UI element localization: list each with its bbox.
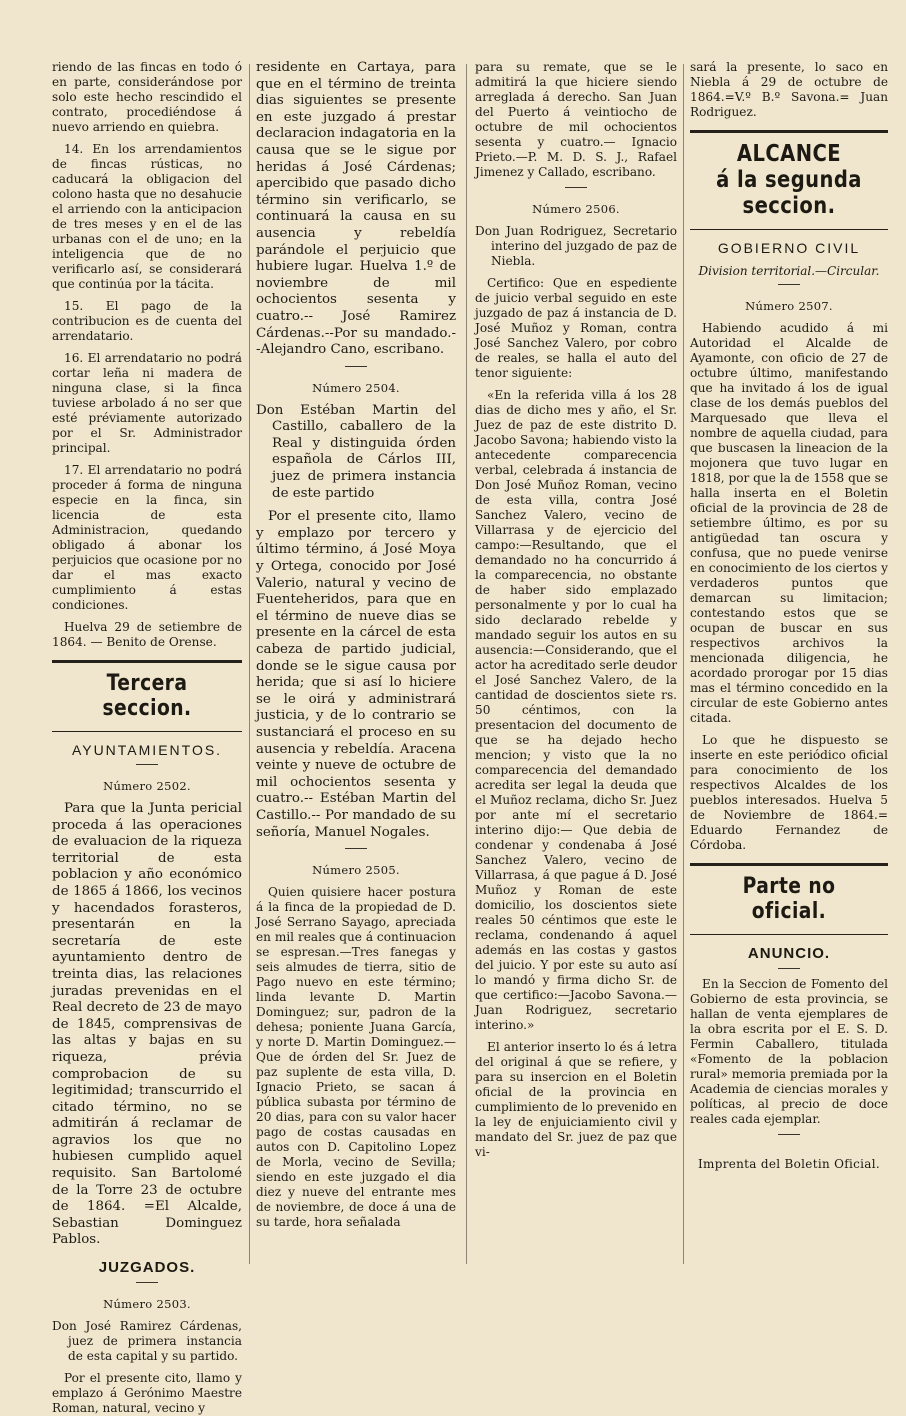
- section-rule: [690, 863, 888, 866]
- section-title: Tercera seccion.: [102, 671, 192, 721]
- paragraph: Don José Ramirez Cárdenas, juez de primera instancia de esta capital y su partido.: [52, 1319, 242, 1364]
- paragraph: Don Juan Rodriguez, Secretario interino del juzgado de paz de Niebla.: [475, 224, 677, 268]
- section-title: Parte no oficial.: [742, 874, 836, 924]
- paragraph: sará la presente, lo saco en Niebla á 29 de octubre de 1864.=V.º B.º Savona.= Juan Rodriguez.: [690, 60, 888, 119]
- divider: [136, 764, 158, 765]
- notice-number: Número 2507.: [745, 299, 833, 313]
- imprint: Imprenta del Boletin Oficial.: [698, 1157, 880, 1171]
- column-1: [52, 60, 242, 1416]
- paragraph: Don Estéban Martin del Castillo, caballero de la Real y distinguida órden española de Cárlos III, juez de primera instancia de este partido: [256, 402, 456, 501]
- column-3: [475, 60, 677, 1266]
- section-title: [705, 141, 873, 219]
- notice-number: Número 2506.: [532, 202, 620, 216]
- notice-number: Número 2504.: [312, 380, 400, 395]
- paragraph: residente en Cartaya, para que en el término de treinta dias siguientes se presente en este juzgado á prestar declaracion indagatoria en la causa que se le sigue por heridas á José Cárdenas; apercibido que pasado dicho término sin verificarlo, se continuará la causa en su ausencia y rebeldía parándole el perjuicio que hubiere lugar. Huelva 1.º de noviembre de mil ochocientos sesenta y cuatro.-- José Ramirez Cárdenas.--Por su mandado.--Alejandro Cano, escribano.: [256, 60, 456, 358]
- column-2: [256, 60, 456, 1266]
- alcance-title: ALCANCE: [736, 141, 842, 167]
- paragraph: El anterior inserto lo és á letra del original á que se refiere, y para su insercion en el Boletin oficial de la provincia en cumplimiento de lo prevenido en la ley de enjuiciamiento civil y mandato del Sr. juez de paz que vi-: [475, 1040, 677, 1159]
- subsection-title: AYUNTAMIENTOS.: [71, 742, 223, 758]
- paragraph: 14. En los arrendamientos de fincas rústicas, no caducará la obligacion del colono hasta que no desahucie el arriendo con la anticipacion de tres meses y en el de las urbanas con el de uno; en la inteligencia que de no verificarlo así, se considerará que continúa por la tácita.: [52, 142, 242, 291]
- section-rule: [52, 660, 242, 663]
- column-divider: [466, 64, 467, 1264]
- column-divider: [683, 64, 684, 1264]
- divider: [345, 848, 367, 849]
- notice-number: Número 2503.: [103, 1297, 191, 1312]
- subsection-title: ANUNCIO.: [747, 945, 831, 962]
- section-rule: [690, 229, 888, 230]
- paragraph: 15. El pago de la contribucion es de cuenta del arrendatario.: [52, 299, 242, 343]
- section-rule: [52, 731, 242, 732]
- divider: [136, 1282, 158, 1283]
- paragraph: Certifico: Que en espediente de juicio verbal seguido en este juzgado de paz á instancia de D. José Muñoz y Roman, contra José Sanchez Valero, por cobro de reales, se halla el auto del tenor siguiente:: [475, 276, 677, 380]
- paragraph: Por el presente cito, llamo y emplazo por tercero y último término, á José Moya y Ortega, conocido por José Valerio, natural y vecino de Fuenteheridos, para que en el término de nueve dias se presente en la cárcel de esta cabeza de partido judicial, donde se le sigue causa por herida; que si así lo hiciere se le oirá y administrará justicia, y de lo contrario se sustanciará el proceso en su ausencia y rebeldía. Aracena veinte y nueve de octubre de mil ochocientos sesenta y cuatro.-- Estéban Martin del Castillo.-- Por mandado de su señoría, Manuel Nogales.: [256, 509, 456, 840]
- column-4: [690, 60, 888, 1266]
- column-divider: [249, 64, 250, 1264]
- subsection-title: GOBIERNO CIVIL: [717, 240, 861, 256]
- section-rule: [690, 130, 888, 133]
- divider: [778, 968, 800, 969]
- alcance-subtitle: á la segunda seccion.: [716, 167, 862, 219]
- paragraph: En la Seccion de Fomento del Gobierno de esta provincia, se hallan de venta ejemplares de la obra escrita por el E. S. D. Fermin Caballero, titulada «Fomento de la poblacion rural» memoria premiada por la Academia de ciencias morales y políticas, al precio de doce reales cada ejemplar.: [690, 977, 888, 1126]
- notice-number: Número 2505.: [312, 863, 400, 878]
- notice-number: Número 2502.: [103, 779, 191, 793]
- paragraph: Lo que he dispuesto se inserte en este periódico oficial para conocimiento de los respectivos Alcaldes de los pueblos interesados. Huelva 5 de Noviembre de 1864.= Eduardo Fernandez de Córdoba.: [690, 733, 888, 852]
- paragraph: «En la referida villa á los 28 dias de dicho mes y año, el Sr. Juez de paz de este distrito D. Jacobo Savona; habiendo visto la antecedente comparecencia verbal, celebrada á instancia de Don José Muñoz Roman, vecino de esta villa, contra José Sanchez Valero, vecino de Villarrasa y de ejercicio del campo:—Resultando, que el demandado no ha concurrido á la comparecencia, no obstante de haber sido emplazado personalmente y por lo cual ha sido declarado rebelde y mandado seguir los autos en su ausencia:—Considerando, que el actor ha acreditado serle deudor el José Sanchez Valero, de la cantidad de doscientos siete rs. 50 céntimos, con la presentacion del documento de que se ha dejado hecho mencion; y visto que la no comparecencia del demandado acredita ser legal la deuda que el Muñoz reclama, dicho Sr. Juez por ante mí el secretario interino dijo:— Que debia de condenar y condenaba á José Sanchez Valero, vecino de Villarrasa, á que pague á D. José Muñoz y Roman de este domicilio, los doscientos siete reales 50 céntimos que este le reclama, condenando á aquel además en las costas y gastos del juicio. Y por este su auto así lo mandó y firma dicho Sr. de que certifico:—Jacobo Savona.—Juan Rodriguez, secretario interino.»: [475, 388, 677, 1032]
- subsection-title: JUZGADOS.: [98, 1259, 196, 1277]
- paragraph: 17. El arrendatario no podrá proceder á forma de ninguna especie en la finca, sin licencia de esta Administracion, quedando obligado á abonar los perjuicios que ocasione por no dar el mas exacto cumplimiento á estas condiciones.: [52, 463, 242, 612]
- paragraph: Habiendo acudido á mi Autoridad el Alcalde de Ayamonte, con oficio de 27 de octubre último, manifestando que ha invitado á los de igual clase de los demás pueblos del Marquesado que lleva el nombre de aquella ciudad, para que buscasen la lineacion de la mojonera que tuvo lugar en 1818, por que la de 1558 que se halla inserta en el Boletin oficial de la provincia de 28 de setiembre último, es por su antigüedad tan oscura y confusa, que no puede venirse en conocimiento de los ciertos y verdaderos puntos que demarcan su limitacion; contestando estos que se ocupan de buscar en sus respectivos archivos la mencionada diligencia, he acordado prorogar por 15 dias mas el término concedido en la circular de este Gobierno antes citada.: [690, 321, 888, 725]
- divider: [345, 366, 367, 367]
- divider: [778, 284, 800, 285]
- paragraph: Para que la Junta pericial proceda á las operaciones de evaluacion de la riqueza territorial de esta poblacion y año económico de 1865 á 1866, los vecinos y hacendados forasteros, presentarán en la secretaría de este ayuntamiento dentro de treinta dias, las relaciones juradas prevenidas en el Real decreto de 23 de mayo de 1845, comprensivas de las altas y bajas en su riqueza, prévia comprobacion de su legitimidad; transcurrido el citado término, no se admitirán á reclamar de agravios los que no hubiesen cumplido aquel requisito. San Bartolomé de la Torre 23 de octubre de 1864. =El Alcalde, Sebastian Dominguez Pablos.: [52, 801, 242, 1248]
- circular-heading: Division territorial.—Circular.: [698, 264, 880, 278]
- signature-line: Huelva 29 de setiembre de 1864. — Benito de Orense.: [52, 620, 242, 649]
- paragraph: 16. El arrendatario no podrá cortar leña ni madera de ninguna clase, si la finca tuviese arbolado á no ser que esté préviamente autorizado por el Sr. Administrador principal.: [52, 351, 242, 455]
- paragraph: riendo de las fincas en todo ó en parte, considerándose por solo este hecho rescindido el contrato, procediéndose á nuevo arriendo en quiebra.: [52, 60, 242, 134]
- paragraph: para su remate, que se le admitirá la que hiciere siendo arreglada á derecho. San Juan del Puerto á veintiocho de octubre de mil ochocientos sesenta y cuatro.— Ignacio Prieto.—P. M. D. S. J., Rafael Jimenez y Callado, escribano.: [475, 60, 677, 179]
- divider: [778, 1134, 800, 1135]
- paragraph: Por el presente cito, llamo y emplazo á Gerónimo Maestre Roman, natural, vecino y: [52, 1371, 242, 1416]
- divider: [565, 187, 587, 188]
- section-rule: [690, 934, 888, 935]
- paragraph: Quien quisiere hacer postura á la finca de la propiedad de D. José Serrano Sayago, apreciada en mil reales que á continuacion se espresan.—Tres fanegas y seis almudes de tierra, sitio de Pago nuevo en este término; linda levante D. Martin Dominguez; sur, padron de la dehesa; poniente Juana García, y norte D. Martin Dominguez.—Que de órden del Sr. Juez de paz suplente de esta villa, D. Ignacio Prieto, se sacan á pública subasta por término de 20 dias, para con su valor hacer pago de costas causadas en autos con D. Capitolino Lopez de Morla, vecino de Sevilla; siendo en este juzgado el dia diez y nueve del entrante mes de noviembre, de doce á una de su tarde, hora señalada: [256, 885, 456, 1230]
